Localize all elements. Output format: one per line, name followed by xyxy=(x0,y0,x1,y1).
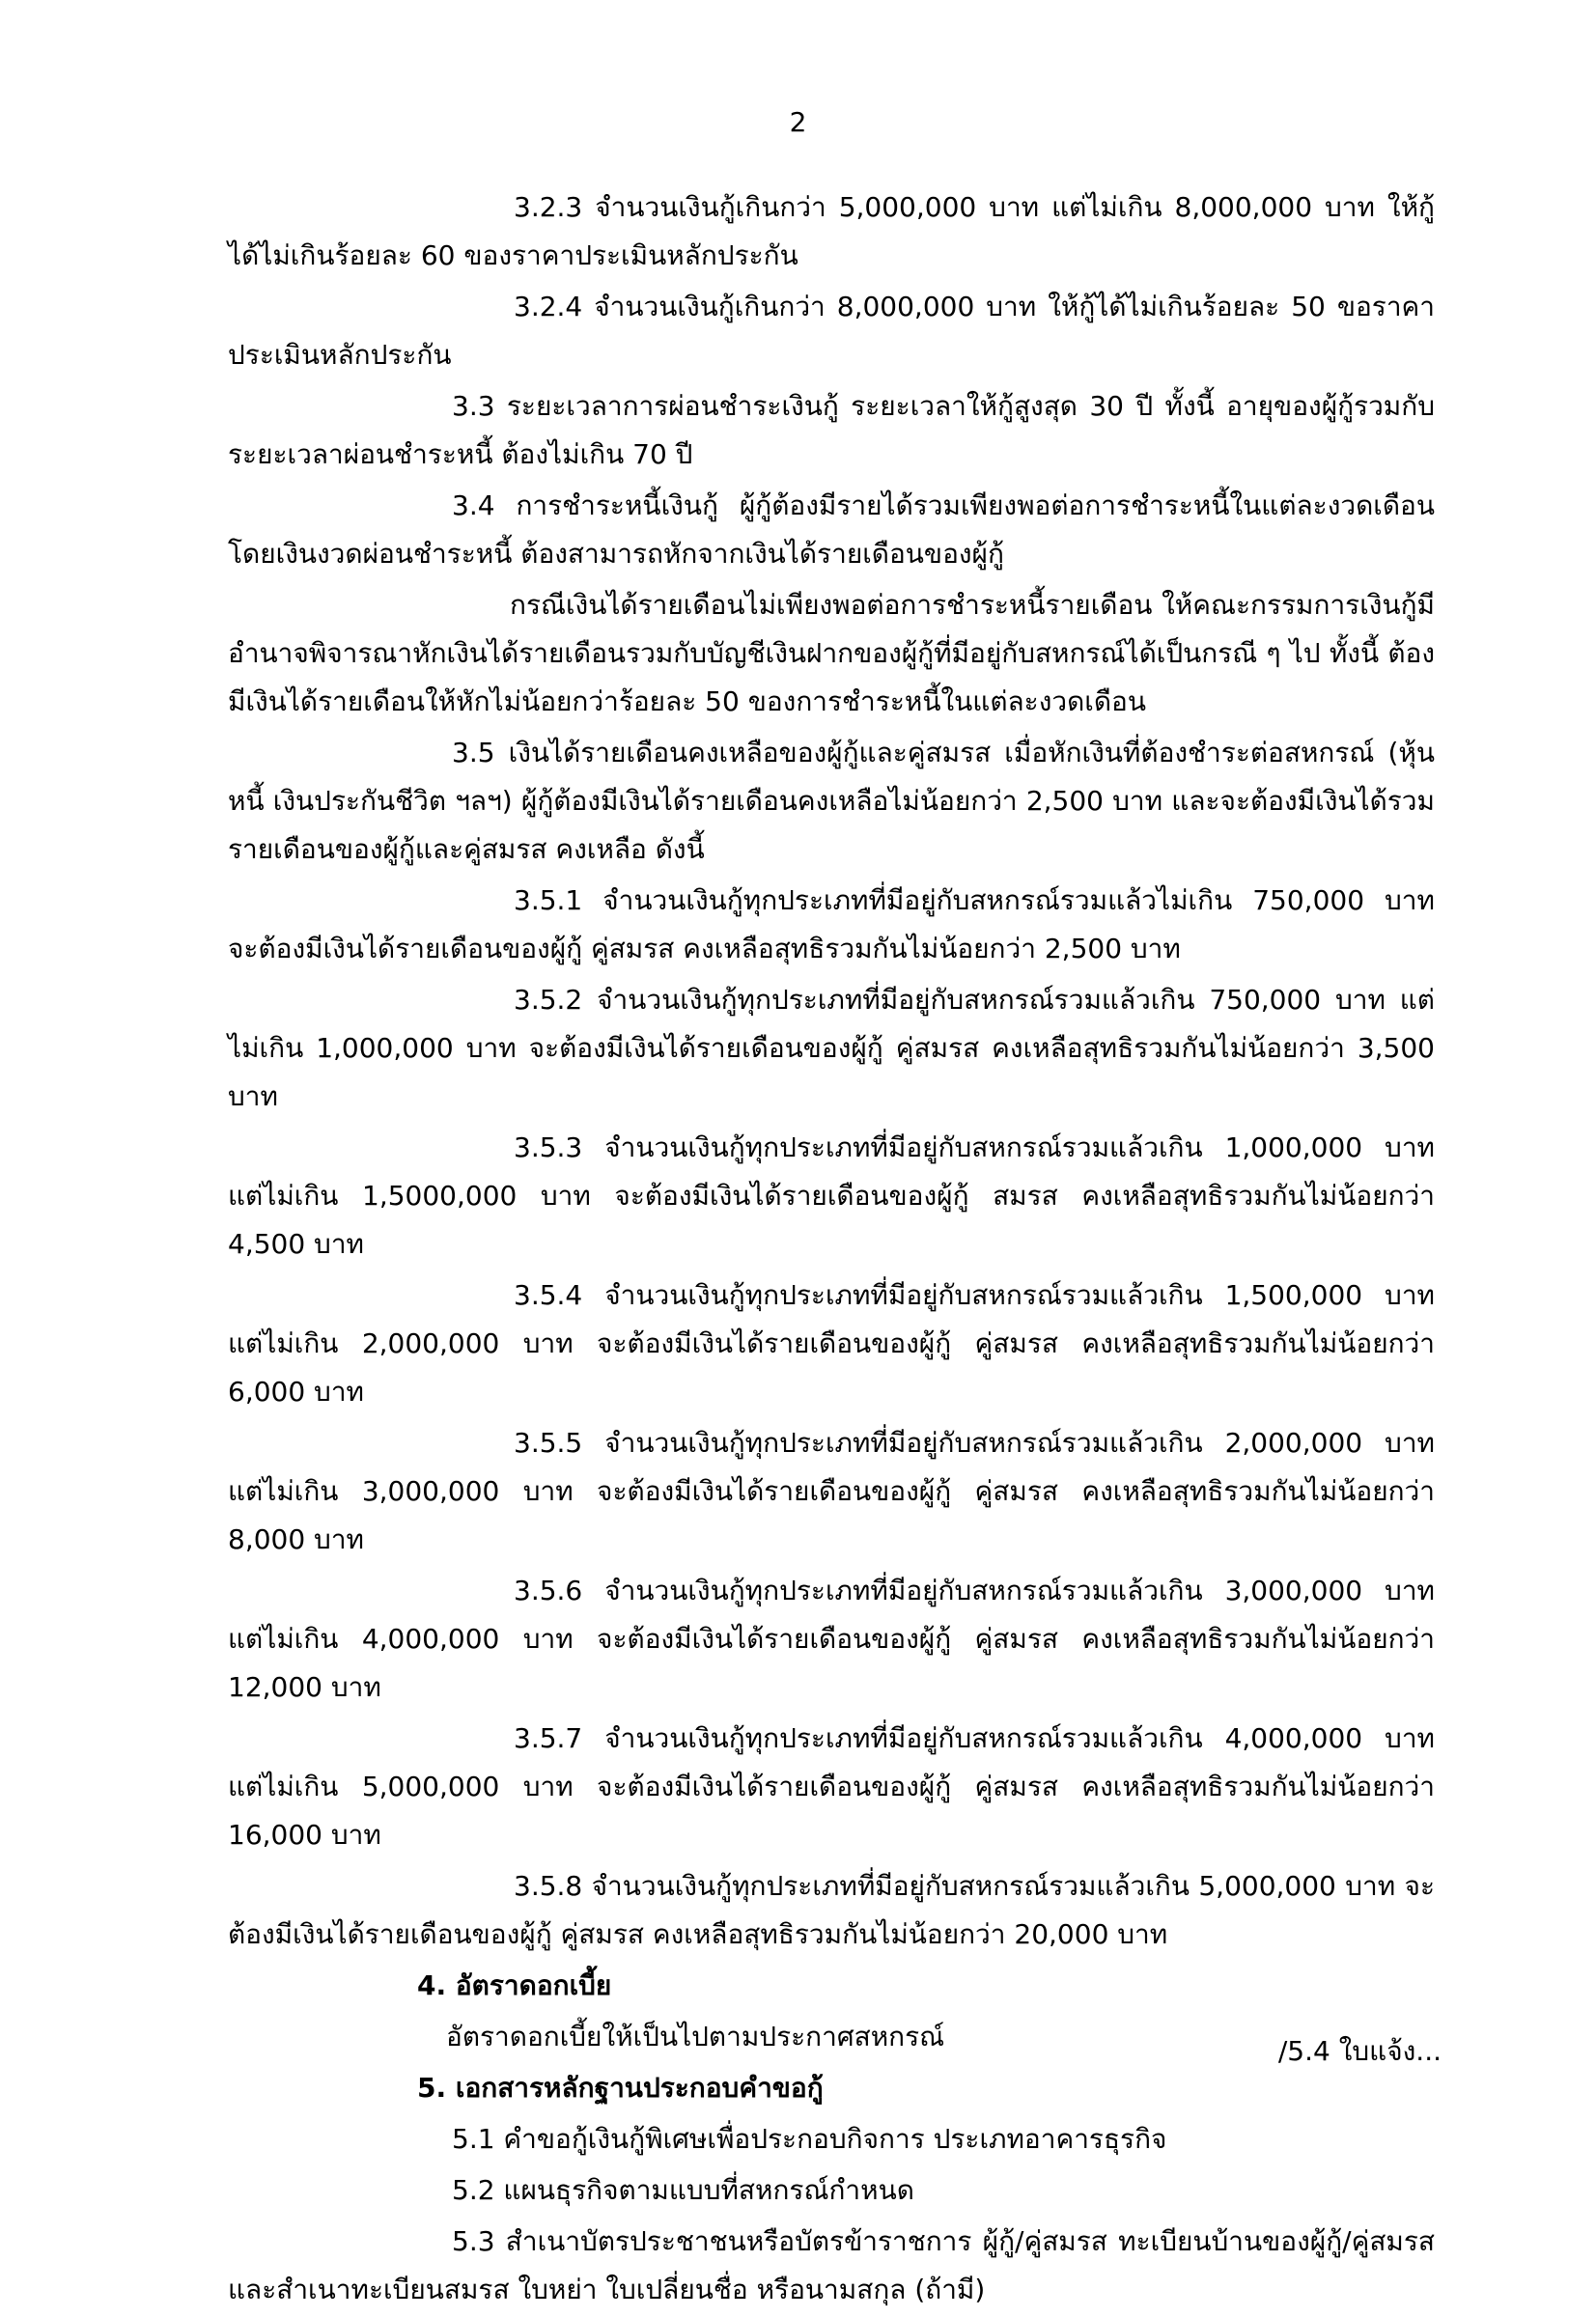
paragraph: 3.5.7 จำนวนเงินกู้ทุกประเภทที่มีอยู่กับสหกรณ์รวมแล้วเกิน 4,000,000 บาท แต่ไม่เกิน 5,000,000 บาท จะต้องมีเงินได้รายเดือนของผู้กู้ คู่สมรส คงเหลือสุทธิรวมกันไม่น้อยกว่า 16,000 บาท xyxy=(228,1722,1435,1851)
paragraph: 3.3 ระยะเวลาการผ่อนชำระเงินกู้ ระยะเวลาให้กู้สูงสุด 30 ปี ทั้งนี้ อายุของผู้กู้รวมกับระยะเวลาผ่อนชำระหนี้ ต้องไม่เกิน 70 ปี xyxy=(228,390,1435,470)
document-body xyxy=(228,183,1435,2317)
paragraph: 3.5.2 จำนวนเงินกู้ทุกประเภทที่มีอยู่กับสหกรณ์รวมแล้วเกิน 750,000 บาท แต่ไม่เกิน 1,000,000 บาท จะต้องมีเงินได้รายเดือนของผู้กู้ คู่สมรส คงเหลือสุทธิรวมกันไม่น้อยกว่า 3,500 บาท xyxy=(228,984,1435,1112)
paragraph: 3.5.1 จำนวนเงินกู้ทุกประเภทที่มีอยู่กับสหกรณ์รวมแล้วไม่เกิน 750,000 บาท จะต้องมีเงินได้รายเดือนของผู้กู้ คู่สมรส คงเหลือสุทธิรวมกันไม่น้อยกว่า 2,500 บาท xyxy=(228,884,1435,964)
section-heading: 5. เอกสารหลักฐานประกอบคำขอกู้ xyxy=(417,2072,824,2104)
paragraph: 3.5.6 จำนวนเงินกู้ทุกประเภทที่มีอยู่กับสหกรณ์รวมแล้วเกิน 3,000,000 บาท แต่ไม่เกิน 4,000,000 บาท จะต้องมีเงินได้รายเดือนของผู้กู้ คู่สมรส คงเหลือสุทธิรวมกันไม่น้อยกว่า 12,000 บาท xyxy=(228,1575,1435,1703)
paragraph: 5.2 แผนธุรกิจตามแบบที่สหกรณ์กำหนด xyxy=(452,2174,914,2206)
paragraph: 3.2.4 จำนวนเงินกู้เกินกว่า 8,000,000 บาท ให้กู้ได้ไม่เกินร้อยละ 50 ขอราคาประเมินหลักประกัน xyxy=(228,291,1435,371)
paragraph: กรณีเงินได้รายเดือนไม่เพียงพอต่อการชำระหนี้รายเดือน ให้คณะกรรมการเงินกู้มีอำนาจพิจารณาหักเงินได้รายเดือนรวมกับบัญชีเงินฝากของผู้กู้ที่มีอยู่กับสหกรณ์ได้เป็นกรณี ๆ ไป ทั้งนี้ ต้องมีเงินได้รายเดือนให้หักไม่น้อยกว่าร้อยละ 50 ของการชำระหนี้ในแต่ละงวดเดือน xyxy=(228,589,1435,717)
paragraph: 3.2.3 จำนวนเงินกู้เกินกว่า 5,000,000 บาท แต่ไม่เกิน 8,000,000 บาท ให้กู้ได้ไม่เกินร้อยละ 60 ของราคาประเมินหลักประกัน xyxy=(228,191,1435,271)
paragraph: 3.5.3 จำนวนเงินกู้ทุกประเภทที่มีอยู่กับสหกรณ์รวมแล้วเกิน 1,000,000 บาท แต่ไม่เกิน 1,5000,000 บาท จะต้องมีเงินได้รายเดือนของผู้กู้ สมรส คงเหลือสุทธิรวมกันไม่น้อยกว่า 4,500 บาท xyxy=(228,1131,1435,1260)
paragraph: 3.5 เงินได้รายเดือนคงเหลือของผู้กู้และคู่สมรส เมื่อหักเงินที่ต้องชำระต่อสหกรณ์ (หุ้น หนี้ เงินประกันชีวิต ฯลฯ) ผู้กู้ต้องมีเงินได้รายเดือนคงเหลือไม่น้อยกว่า 2,500 บาท และจะต้องมีเงินได้รวมรายเดือนของผู้กู้และคู่สมรส คงเหลือ ดังนี้ xyxy=(228,737,1435,865)
paragraph: 5.3 สำเนาบัตรประชาชนหรือบัตรข้าราชการ ผู้กู้/คู่สมรส ทะเบียนบ้านของผู้กู้/คู่สมรส และสำเนาทะเบียนสมรส ใบหย่า ใบเปลี่ยนชื่อ หรือนามสกุล (ถ้ามี) xyxy=(228,2225,1435,2305)
paragraph: อัตราดอกเบี้ยให้เป็นไปตามประกาศสหกรณ์ xyxy=(446,2021,945,2052)
paragraph: 3.5.8 จำนวนเงินกู้ทุกประเภทที่มีอยู่กับสหกรณ์รวมแล้วเกิน 5,000,000 บาท จะต้องมีเงินได้รายเดือนของผู้กู้ คู่สมรส คงเหลือสุทธิรวมกันไม่น้อยกว่า 20,000 บาท xyxy=(228,1870,1435,1950)
section-heading: 4. อัตราดอกเบี้ย xyxy=(417,1969,612,2001)
page-number: 2 xyxy=(789,106,807,138)
paragraph: 5.1 คำขอกู้เงินกู้พิเศษเพื่อประกอบกิจการ ประเภทอาคารธุรกิจ xyxy=(452,2123,1167,2155)
paragraph: 3.4 การชำระหนี้เงินกู้ ผู้กู้ต้องมีรายได้รวมเพียงพอต่อการชำระหนี้ในแต่ละงวดเดือน โดยเงินงวดผ่อนชำระหนี้ ต้องสามารถหักจากเงินได้รายเดือนของผู้กู้ xyxy=(228,489,1435,570)
paragraph: 3.5.4 จำนวนเงินกู้ทุกประเภทที่มีอยู่กับสหกรณ์รวมแล้วเกิน 1,500,000 บาท แต่ไม่เกิน 2,000,000 บาท จะต้องมีเงินได้รายเดือนของผู้กู้ คู่สมรส คงเหลือสุทธิรวมกันไม่น้อยกว่า 6,000 บาท xyxy=(228,1279,1435,1408)
paragraph: 3.5.5 จำนวนเงินกู้ทุกประเภทที่มีอยู่กับสหกรณ์รวมแล้วเกิน 2,000,000 บาท แต่ไม่เกิน 3,000,000 บาท จะต้องมีเงินได้รายเดือนของผู้กู้ คู่สมรส คงเหลือสุทธิรวมกันไม่น้อยกว่า 8,000 บาท xyxy=(228,1427,1435,1555)
next-page-reference: /5.4 ใบแจ้ง... xyxy=(1277,2035,1442,2067)
